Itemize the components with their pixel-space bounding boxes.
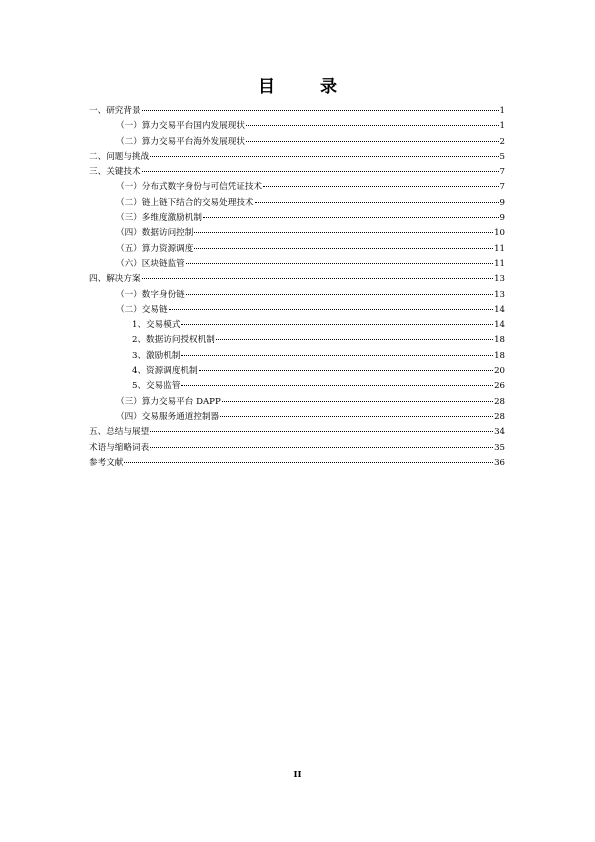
dot-leader (222, 401, 493, 402)
toc-entry-page-number: 2 (499, 136, 505, 147)
toc-entry[interactable] (89, 165, 505, 180)
toc-entry-label: 术语与缩略词表 (89, 442, 150, 453)
dot-leader (246, 141, 499, 142)
toc-entry-label: 二、问题与挑战 (89, 151, 150, 162)
toc-entry-page-number: 34 (494, 427, 505, 438)
toc-list (89, 104, 505, 471)
dot-leader (246, 125, 499, 126)
toc-entry-page-number: 20 (494, 366, 505, 377)
toc-entry[interactable] (89, 119, 505, 134)
toc-entry-page-number: 28 (494, 396, 505, 407)
toc-entry-label: （二）交易链 (116, 304, 168, 315)
dot-leader (199, 370, 493, 371)
toc-entry[interactable] (89, 196, 505, 211)
toc-entry[interactable] (89, 456, 505, 471)
toc-entry-label: （五）算力资源调度 (116, 243, 194, 254)
dot-leader (150, 431, 493, 432)
dot-leader (263, 186, 498, 187)
toc-entry-label: （一）算力交易平台国内发展现状 (116, 121, 245, 132)
toc-entry-page-number: 5 (499, 151, 505, 162)
toc-entry[interactable] (89, 410, 505, 425)
toc-entry-page-number: 28 (494, 411, 505, 422)
toc-entry-label: 五、总结与展望 (89, 427, 150, 438)
toc-entry[interactable] (89, 441, 505, 456)
dot-leader (181, 355, 493, 356)
dot-leader (181, 385, 493, 386)
toc-entry-page-number: 9 (499, 197, 505, 208)
toc-entry[interactable] (89, 379, 505, 394)
toc-entry[interactable] (89, 333, 505, 348)
toc-entry[interactable] (89, 303, 505, 318)
toc-entry-label: 3、激励机制 (132, 350, 181, 361)
footer-page-number: II (293, 770, 302, 780)
toc-entry-page-number: 18 (494, 350, 505, 361)
toc-entry[interactable] (89, 150, 505, 165)
toc-entry-label: 四、解决方案 (89, 274, 141, 285)
toc-entry-page-number: 14 (494, 304, 505, 315)
toc-entry[interactable] (89, 135, 505, 150)
toc-entry-label: （三）多维度激励机制 (116, 213, 202, 224)
toc-entry-page-number: 13 (494, 274, 505, 285)
toc-entry-page-number: 35 (494, 442, 505, 453)
toc-entry-label: （二）算力交易平台海外发展现状 (116, 136, 245, 147)
toc-entry-label: （一）分布式数字身份与可信凭证技术 (116, 182, 263, 193)
toc-entry-page-number: 1 (499, 106, 505, 116)
toc-entry-page-number: 1 (499, 121, 505, 132)
dot-leader (186, 263, 493, 264)
toc-entry[interactable] (89, 318, 505, 333)
dot-leader (194, 248, 493, 249)
toc-entry-page-number: 11 (494, 258, 505, 269)
toc-entry-label: 4、资源调度机制 (132, 366, 198, 377)
toc-entry[interactable] (89, 395, 505, 410)
dot-leader (142, 110, 499, 111)
toc-entry-label: （六）区块链监管 (116, 258, 185, 269)
dot-leader (216, 339, 493, 340)
toc-entry[interactable] (89, 349, 505, 364)
toc-entry[interactable] (89, 104, 505, 119)
dot-leader (169, 309, 493, 310)
dot-leader (124, 462, 493, 463)
toc-entry-page-number: 13 (494, 289, 505, 300)
toc-entry-label: （四）交易服务通道控制器 (116, 411, 220, 422)
toc-entry[interactable] (89, 180, 505, 195)
toc-entry-label: 参考文献 (89, 457, 124, 468)
dot-leader (181, 324, 493, 325)
toc-entry-label: 1、交易模式 (132, 320, 181, 331)
toc-entry[interactable] (89, 257, 505, 272)
dot-leader (186, 294, 493, 295)
toc-entry-page-number: 14 (494, 320, 505, 331)
toc-entry-label: 一、研究背景 (89, 106, 141, 116)
toc-entry-page-number: 7 (499, 167, 505, 178)
toc-entry[interactable] (89, 272, 505, 287)
toc-entry-label: （一）数字身份链 (116, 289, 185, 300)
dot-leader (220, 416, 493, 417)
toc-entry[interactable] (89, 211, 505, 226)
dot-leader (203, 217, 499, 218)
toc-entry[interactable] (89, 288, 505, 303)
toc-entry-page-number: 26 (494, 381, 505, 392)
toc-entry-page-number: 18 (494, 335, 505, 346)
toc-entry-page-number: 11 (494, 243, 505, 254)
toc-entry-label: （三）算力交易平台 DAPP (116, 396, 221, 407)
dot-leader (150, 156, 498, 157)
toc-entry-page-number: 9 (499, 213, 505, 224)
toc-entry-label: （四）数据访问控制 (116, 228, 194, 239)
toc-entry[interactable] (89, 242, 505, 257)
toc-entry-label: 三、关键技术 (89, 167, 141, 178)
dot-leader (142, 278, 493, 279)
toc-entry[interactable] (89, 425, 505, 440)
toc-entry-label: 2、数据访问授权机制 (132, 335, 215, 346)
dot-leader (142, 171, 499, 172)
toc-title: 目 录 (258, 77, 351, 97)
toc-entry[interactable] (89, 226, 505, 241)
toc-entry-page-number: 36 (494, 457, 505, 468)
dot-leader (255, 202, 499, 203)
toc-entry-page-number: 7 (499, 182, 505, 193)
dot-leader (150, 447, 493, 448)
toc-entry-page-number: 10 (494, 228, 505, 239)
toc-entry[interactable] (89, 364, 505, 379)
dot-leader (194, 232, 493, 233)
toc-entry-label: 5、交易监管 (132, 381, 181, 392)
toc-entry-label: （二）链上链下结合的交易处理技术 (116, 197, 254, 208)
